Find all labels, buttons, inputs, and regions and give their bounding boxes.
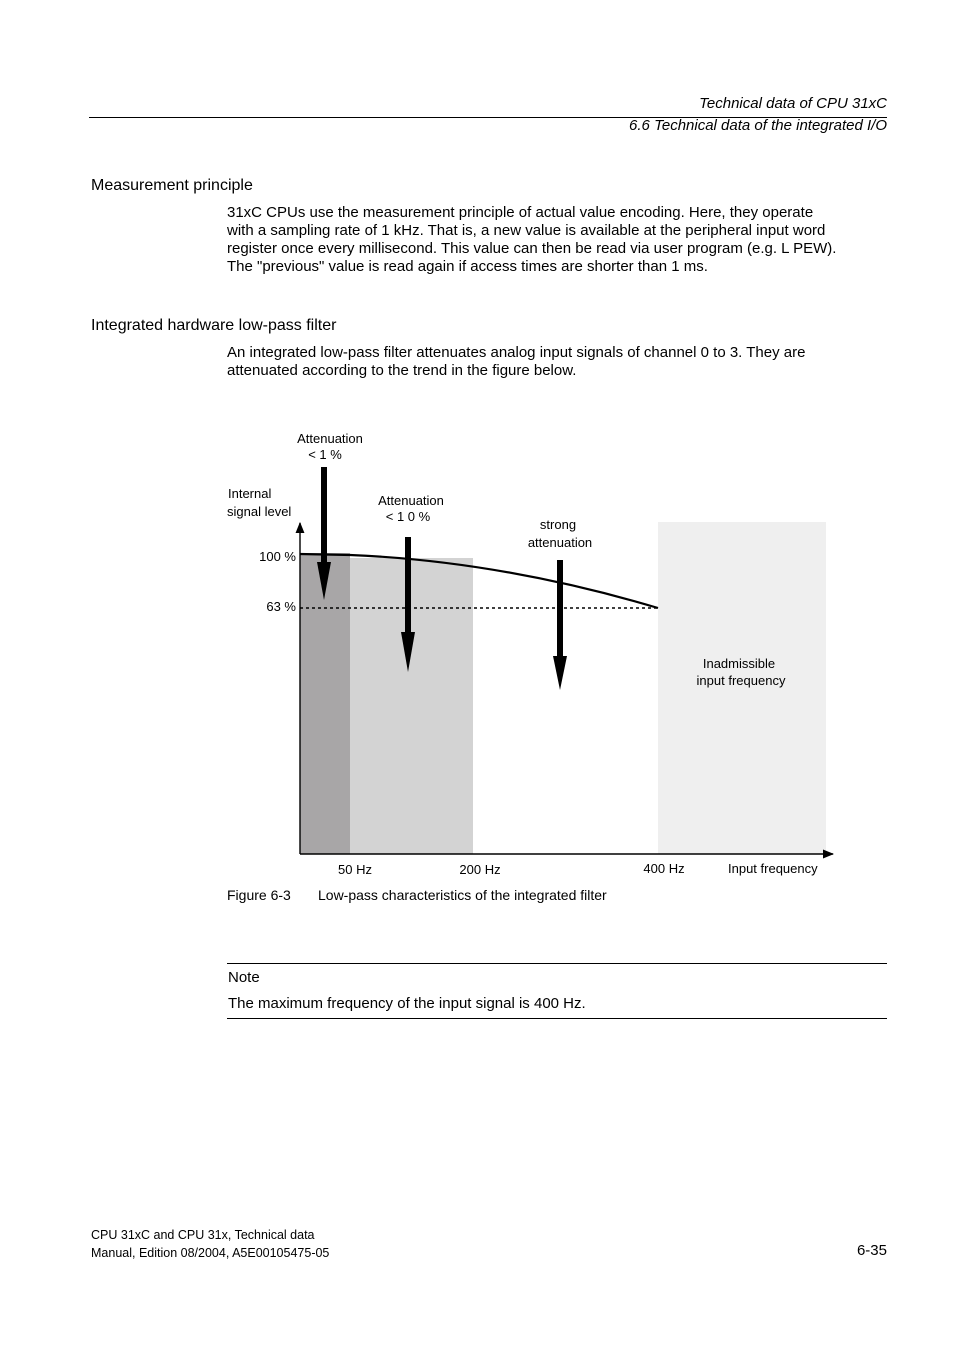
page-number: 6-35: [856, 1242, 887, 1259]
running-header-chapter: Technical data of CPU 31xC: [699, 95, 887, 112]
paragraph-line: An integrated low-pass filter attenuates analog input signals of channel 0 to 3. They are: [227, 344, 806, 361]
note-bottom-rule: [227, 1018, 887, 1019]
x-tick-400: 400 Hz: [643, 861, 685, 876]
note-text: The maximum frequency of the input signal is 400 Hz.: [228, 995, 586, 1012]
band-attenuation-1-percent: [300, 553, 350, 854]
x-axis-label: Input frequency: [728, 861, 818, 876]
figure-caption: [227, 887, 607, 903]
annotation-attenuation-10-line1: Attenuation: [378, 493, 444, 508]
annotation-attenuation-1-line1: Attenuation: [297, 431, 363, 446]
paragraph-line: 31xC CPUs use the measurement principle of actual value encoding. Here, they operate: [227, 204, 814, 221]
y-axis-label-line2: signal level: [227, 504, 292, 519]
arrow-strong-attenuation: [553, 560, 567, 690]
annotation-inadmissible-line1: Inadmissible: [702, 656, 776, 671]
footer-line1: CPU 31xC and CPU 31x, Technical data: [91, 1228, 315, 1242]
band-attenuation-10-percent: [350, 558, 473, 854]
footer-line2: Manual, Edition 08/2004, A5E00105475-05: [91, 1246, 330, 1260]
x-tick-50: 50 Hz: [338, 862, 372, 877]
annotation-strong-line1: strong: [539, 517, 577, 532]
running-header-section: 6.6 Technical data of the integrated I/O: [629, 117, 887, 134]
paragraph-line: with a sampling rate of 1 kHz. That is, a new value is available at the peripheral input word: [227, 222, 826, 239]
figure-number: Figure 6-3: [227, 887, 291, 903]
band-inadmissible: [658, 522, 826, 854]
section-heading-measurement: Measurement principle: [91, 177, 253, 194]
paragraph-line: The "previous" value is read again if access times are shorter than 1 ms.: [227, 258, 708, 275]
y-tick-63: 63 %: [266, 599, 296, 614]
section-heading-lowpass: Integrated hardware low-pass filter: [91, 317, 337, 334]
note-top-rule: [227, 963, 887, 964]
y-tick-100: 100 %: [259, 549, 296, 564]
annotation-attenuation-1-line2: < 1 %: [308, 447, 342, 462]
figure-title: Low-pass characteristics of the integrated filter: [318, 887, 607, 903]
paragraph-line: attenuated according to the trend in the figure below.: [227, 362, 577, 379]
annotation-attenuation-10-line2: < 1 0 %: [385, 509, 431, 524]
note-title: Note: [228, 969, 260, 986]
annotation-inadmissible-line2: input frequency: [696, 673, 786, 688]
x-tick-200: 200 Hz: [459, 862, 501, 877]
annotation-strong-line2: attenuation: [527, 535, 593, 550]
paragraph-line: register once every millisecond. This value can then be read via user program (e.g. L PEW).: [227, 240, 837, 257]
y-axis-label-line1: Internal: [228, 486, 272, 501]
